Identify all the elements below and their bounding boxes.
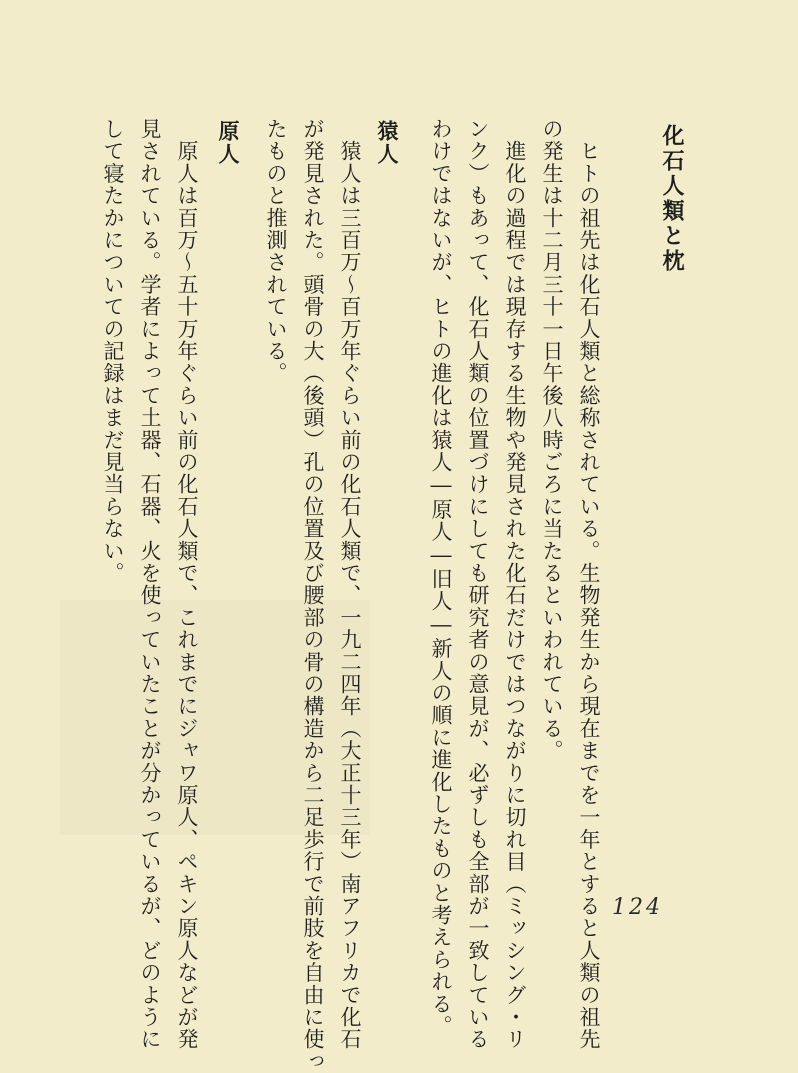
text-line-1: ヒトの祖先は化石人類と総称されている。生物発生から現在までを一年とすると人類の祖先 — [577, 118, 601, 1051]
text-line-6: 猿人は三百万～百万年ぐらい前の化石人類で、一九二四年（大正十三年）南アフリカで化石 — [338, 118, 362, 1051]
section-title: 化石人類と枕 — [659, 124, 684, 274]
heading-enjin: 猿人 — [375, 120, 399, 166]
text-line-4: ンク）もあって、化石人類の位置づけにしても研究者の意見が、必ずしも全部が一致している — [466, 118, 490, 1051]
text-line-3: 進化の過程では現存する生物や発見された化石だけではつながりに切れ目（ミッシング・リ — [503, 118, 527, 1051]
heading-genjin: 原人 — [216, 120, 240, 166]
text-line-2: の発生は十二月三十一日午後八時ごろに当たるといわれている。 — [540, 118, 564, 762]
text-line-8: たものと推測されている。 — [264, 118, 288, 385]
text-line-11: して寝たかについての記録はまだ見当らない。 — [101, 118, 125, 585]
text-line-9: 原人は百万～五十万年ぐらい前の化石人類で、これまでにジャワ原人、ペキン原人などが発 — [175, 118, 199, 1051]
page-number: 124 — [612, 895, 663, 920]
text-line-5: わけではないが、ヒトの進化は猿人―原人―旧人―新人の順に進化したものと考えられる。 — [429, 118, 453, 1038]
text-line-7: が発見された。頭骨の大（後頭）孔の位置及び腰部の骨の構造から二足歩行で前肢を自由に使っ — [301, 118, 325, 1073]
text-line-10: 見されている。学者によって土器、石器、火を使っていたことが分かっているが、どのように — [138, 118, 162, 1051]
